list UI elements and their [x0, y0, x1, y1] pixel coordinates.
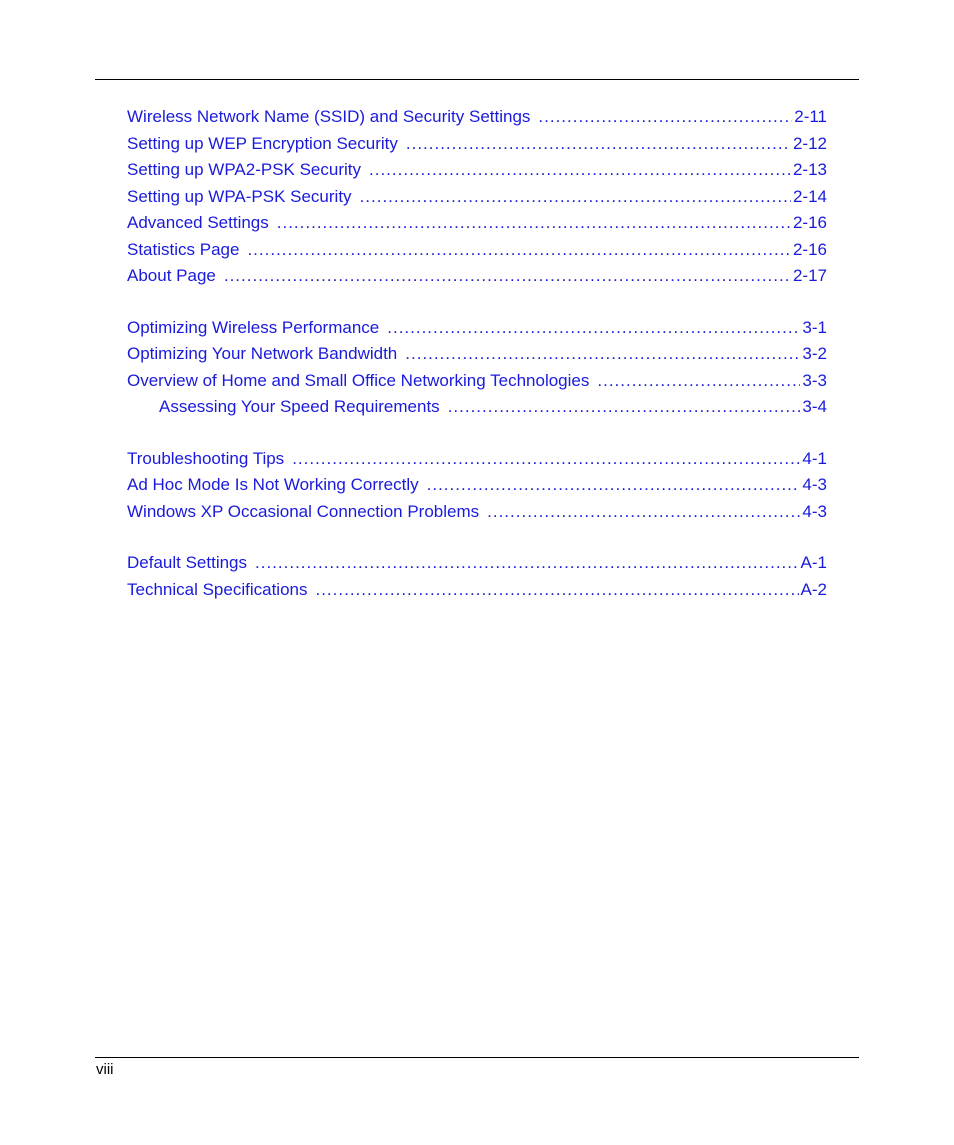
toc-entry-link[interactable]: [127, 210, 827, 237]
toc-entry-link[interactable]: [127, 368, 827, 395]
toc-entry-title: Setting up WPA-PSK Security: [127, 186, 352, 206]
toc-entry-page-number: 2-16: [792, 213, 827, 232]
toc-dot-leader: [597, 368, 800, 395]
toc-group: [127, 315, 827, 421]
toc-dot-leader: [277, 210, 791, 237]
toc-entry-title: Setting up WPA2-PSK Security: [127, 160, 362, 179]
toc-entry-title: Optimizing Wireless Performance: [127, 317, 380, 337]
toc-entry-link[interactable]: [127, 157, 827, 184]
footer-page-number: viii: [96, 1061, 114, 1078]
toc-entry-title: Assessing Your Speed Requirements: [159, 397, 440, 416]
toc-dot-leader: [487, 499, 800, 526]
toc-dot-leader: [315, 577, 798, 604]
toc-group: [127, 446, 827, 526]
footer-rule: [95, 1057, 859, 1058]
toc-dot-leader: [369, 157, 791, 184]
toc-dot-leader: [224, 263, 791, 290]
toc-entry-page-number: 2-14: [792, 186, 827, 206]
toc-entry-page-number: 2-13: [792, 160, 827, 179]
toc-entry-page-number: 3-1: [802, 317, 827, 337]
toc-entry-page-number: 4-1: [802, 448, 827, 468]
toc-dot-leader: [405, 341, 800, 368]
toc-entry-title: Setting up WEP Encryption Security: [127, 133, 398, 153]
toc-entry-title: Troubleshooting Tips: [127, 448, 285, 468]
toc-entry-page-number: 2-12: [792, 133, 827, 153]
toc-entry-page-number: A-1: [800, 553, 827, 572]
toc-entry-link[interactable]: [127, 104, 827, 131]
toc-entry-title: Windows XP Occasional Connection Problems: [127, 501, 480, 521]
toc-entry-page-number: 3-2: [802, 344, 827, 363]
toc-entry-page-number: 2-11: [794, 107, 827, 126]
toc-entry-title: Optimizing Your Network Bandwidth: [127, 344, 398, 363]
toc-entry-link[interactable]: [127, 237, 827, 264]
toc-entry-page-number: A-2: [800, 579, 827, 599]
toc-dot-leader: [538, 104, 792, 131]
toc-entry-link[interactable]: [127, 472, 827, 499]
table-of-contents: [127, 104, 827, 603]
toc-entry-link[interactable]: [127, 499, 827, 526]
toc-entry-link[interactable]: [127, 315, 827, 342]
toc-dot-leader: [360, 184, 791, 211]
toc-dot-leader: [247, 237, 791, 264]
header-rule: [95, 79, 859, 80]
toc-entry-title: Statistics Page: [127, 239, 240, 259]
toc-dot-leader: [448, 394, 801, 421]
toc-entry-link[interactable]: [127, 550, 827, 577]
toc-entry-link[interactable]: [127, 184, 827, 211]
toc-entry-page-number: 4-3: [802, 475, 827, 494]
toc-entry-page-number: 3-3: [802, 370, 827, 390]
toc-dot-leader: [406, 131, 791, 158]
toc-entry-link[interactable]: [127, 577, 827, 604]
toc-entry-link[interactable]: [127, 131, 827, 158]
toc-entry-link[interactable]: [127, 394, 827, 421]
toc-entry-link[interactable]: [127, 446, 827, 473]
toc-entry-page-number: 2-16: [792, 239, 827, 259]
toc-dot-leader: [292, 446, 800, 473]
toc-entry-title: Overview of Home and Small Office Networking Technologies: [127, 370, 590, 390]
toc-entry-title: Wireless Network Name (SSID) and Security Settings: [127, 107, 531, 126]
toc-dot-leader: [387, 315, 800, 342]
toc-entry-page-number: 3-4: [802, 397, 827, 416]
toc-entry-title: Default Settings: [127, 553, 248, 572]
toc-group: [127, 550, 827, 603]
toc-dot-leader: [255, 550, 799, 577]
toc-dot-leader: [427, 472, 801, 499]
toc-entry-link[interactable]: [127, 263, 827, 290]
toc-entry-title: Advanced Settings: [127, 213, 269, 232]
toc-entry-title: Technical Specifications: [127, 579, 308, 599]
toc-group: [127, 104, 827, 290]
toc-entry-page-number: 2-17: [792, 266, 827, 285]
toc-entry-link[interactable]: [127, 341, 827, 368]
toc-entry-page-number: 4-3: [802, 501, 827, 521]
toc-entry-title: Ad Hoc Mode Is Not Working Correctly: [127, 475, 419, 494]
toc-entry-title: About Page: [127, 266, 216, 285]
